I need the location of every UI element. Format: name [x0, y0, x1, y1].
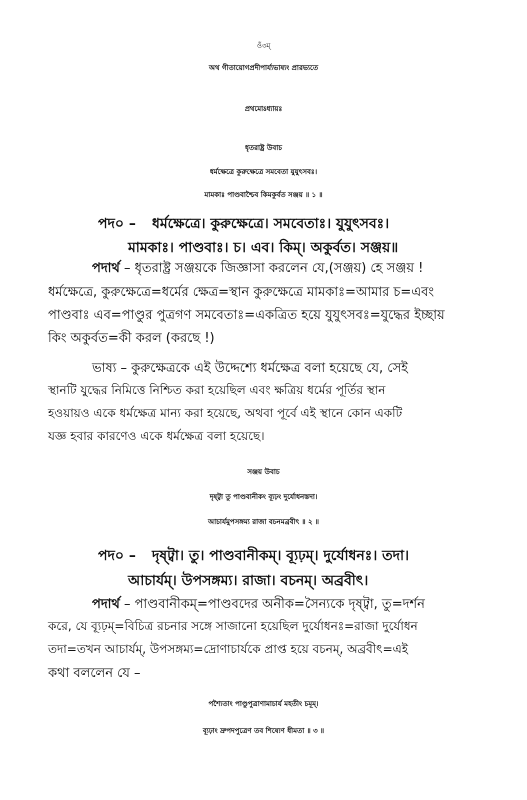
omkar-heading: ওঁ৩ম্ [256, 42, 271, 50]
verse-3-line-1: পশ্যৈতাং পাণ্ডুপুত্রাণামাচার্য মহতীং চমূম্। [208, 700, 319, 708]
padartha-label-2: পদার্থ [92, 597, 120, 612]
verse-1-line-1: ধর্মক্ষেত্রে কুরুক্ষেত্রে সমবেতা যুযুৎসবঃ। [209, 168, 318, 176]
padartha-label-1: পদার্থ [92, 261, 120, 276]
padartha-1-text: – ধৃতরাষ্ট্র সঞ্জয়কে জিজ্ঞাসা করলেন যে,(সঞ্জয়) হে সঞ্জয় ! [119, 261, 424, 276]
chapter-title: প্রথমোऽধ্যায়ঃ [244, 105, 283, 113]
padartha-2-line-4: কথা বললেন যে – [48, 666, 141, 681]
padartha-2-text: – পাণ্ডবানীকম্=পাণ্ডবদের অনীক=সৈন্যকে দৃষ্ট্বা, তু=দর্শন [119, 597, 425, 612]
padartha-1-line-2: ধর্মক্ষেত্রে, কুরুক্ষেত্রে=ধর্মের ক্ষেত্র=স্থান কুরুক্ষেত্রে মামকাঃ=আমার চ=এবং [48, 285, 435, 300]
pada-2-line-1: দৃষ্ট্বা। তু। পাণ্ডবানীকম্। ব্যূঢ়ম্। দুর্যোধনঃ। তদা। [152, 548, 410, 564]
bhashya-1-line-4: যজ্ঞ হবার কারণেও একে ধর্মক্ষেত্র বলা হয়েছে। [48, 429, 265, 443]
verse-1-line-2: মামকাঃ পাণ্ডবাশ্চৈব কিমকুর্বত সঞ্জয় ॥ ১ ॥ [204, 191, 323, 199]
pada-label-1: পদ০ – [98, 216, 136, 232]
pada-1-line-1: ধর্মক্ষেত্রে। কুরুক্ষেত্রে। সমবেতাঃ। যুযুৎসবঃ। [152, 216, 390, 232]
padartha-1-line-4: কিং অকুর্বত=কী করল (করছে !) [48, 331, 215, 346]
verse-2-line-2: আচার্যমুপসঙ্গম্য রাজা বচনমব্রবীৎ ॥ ২ ॥ [207, 518, 319, 526]
pada-1-line-2: মামকাঃ। পাণ্ডবাঃ। চ। এব। কিম্। অকুর্বত। সঞ্জয়॥ [128, 240, 399, 256]
verse-2-line-1: দৃষ্ট্বা তু পাণ্ডবানীকং ব্যূঢ়ং দুর্যোধনস্তদা। [209, 493, 318, 501]
padartha-1-line-3: পাণ্ডবাঃ এব=পাণ্ডুর পুত্রগণ সমবেতাঃ=একত্রিত হয়ে যুযুৎসবঃ=যুদ্ধের ইচ্ছায় [48, 308, 445, 323]
padartha-1-line-1 [92, 259, 423, 280]
bhashya-1-line-1: ভাষ্য – কুরুক্ষেত্রকে এই উদ্দেশ্যে ধর্মক্ষেত্র বলা হয়েছে যে, সেই [92, 361, 408, 376]
speaker-sanjaya: সঞ্জয় উবাচ [247, 468, 280, 476]
padartha-2-line-3: তদা=তখন আচার্যম্, উপসঙ্গম্য=দ্রোণাচার্যকে প্রাপ্ত হয়ে বচনম্, অব্রবীৎ=এই [48, 642, 409, 656]
pada-label-2: পদ০ – [98, 548, 136, 564]
padartha-2-line-2: করে, যে ব্যূঢ়ম্=বিচিত্র রচনার সঙ্গে সাজানো হয়েছিল দুর্যোধনঃ=রাজা দুর্যোধন [48, 619, 418, 633]
speaker-dhritarashtra: ধৃতরাষ্ট্র উবাচ [244, 144, 283, 152]
main-title: অথ গীতায়োগপ্রদীপার্য্যভাষ্যং প্রারভ্যতে [208, 64, 319, 72]
bhashya-1-line-3: হওয়ায়ও একে ধর্মক্ষেত্র মান্য করা হয়েছে, অথবা পূর্বে এই স্থানে কোন একটি [48, 406, 403, 420]
pada-2-line-2: আচার্যম্। উপসঙ্গম্য। রাজা। বচনম্। অব্রবীৎ। [128, 573, 369, 589]
bhashya-1-line-2: স্থানটি যুদ্ধের নিমিত্তে নিশ্চিত করা হয়েছিল এবং ক্ষত্রিয় ধর্মের পূর্তির স্থান [48, 383, 386, 397]
padartha-2-line-1 [92, 595, 425, 616]
verse-3-line-2: ব্যূঢ়াং দ্রুপদপুত্রেণ তব শিষ্যেণ ধীমতা ॥ ৩ ॥ [202, 727, 325, 735]
